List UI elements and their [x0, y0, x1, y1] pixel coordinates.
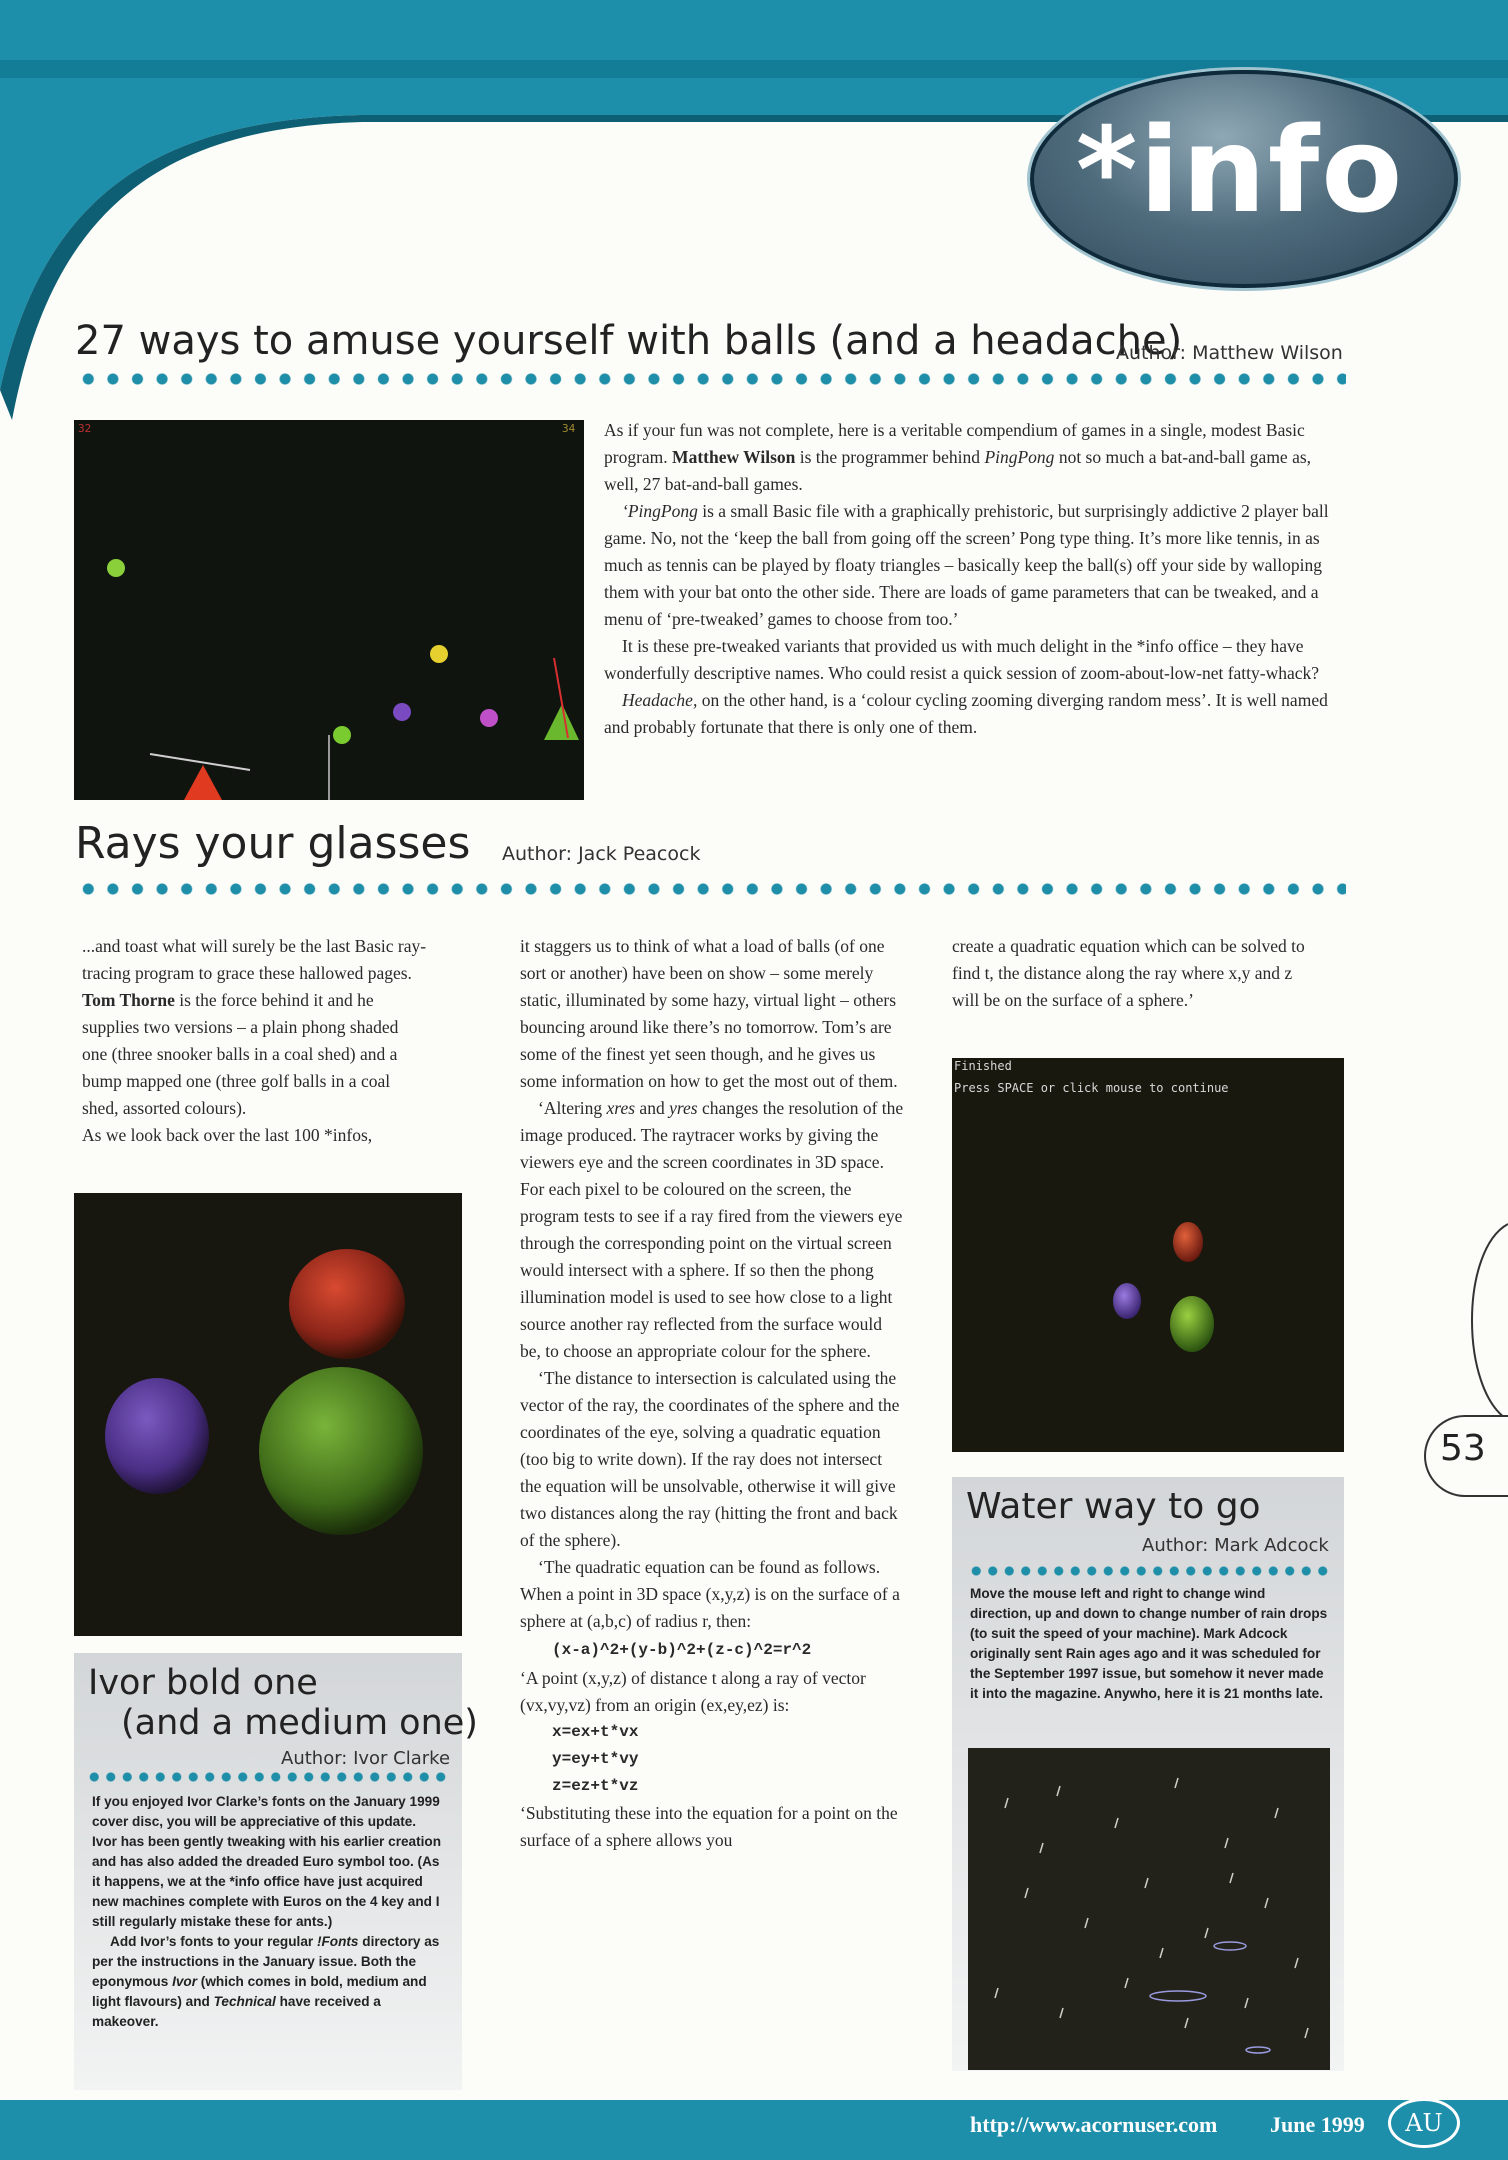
article2-para: ‘Altering xres and yres changes the resolution of the image produced. The raytracer works by giving the viewers eye and the screen coordinates in 3D space. For each pixel to be coloured on the screen, the program tests to see if a ray fired from the viewers eye through the corresponding point on the virtual screen would intersect with a sphere. If so then the phong illumination model is used to see how close to a light source another ray reflected from the surface would be, to choose an appropriate colour for the sphere.: [520, 1098, 904, 1361]
rain-graphic: [968, 1748, 1330, 2070]
article2-para: create a quadratic equation which can be solved to find t, the distance along the ray where x,y and z will be on the surface of a sphere.’: [952, 936, 1305, 1010]
raytrace-screenshot-1: [74, 1193, 462, 1636]
footer-date: June 1999: [1270, 2112, 1365, 2137]
article2-para: ‘The distance to intersection is calculated using the vector of the ray, the coordinates of the sphere and the coordinates of the eye, solving a quadratic equation (too big to write down). If the ray does not intersect the equation will be unsolvable, otherwise it will give two distances along the ray (hitting the front and back of the sphere).: [520, 1368, 900, 1550]
sidebar2-divider: [968, 1565, 1334, 1577]
ball: [393, 703, 411, 721]
sidebar1-para: Add Ivor’s fonts to your regular !Fonts directory as per the instructions in the January issue. Both the eponymous Ivor (which comes in bold, medium and light flavours) and Technical have received a makeover.: [92, 1934, 440, 2029]
acorn-user-logo: AU: [1388, 2098, 1460, 2148]
article2-col3: [952, 933, 1322, 1014]
sidebar2-para: Move the mouse left and right to change wind direction, up and down to change number of rain drops (to suit the speed of your machine). Mark Adcock originally sent Rain ages ago and it was scheduled for the September 1997 issue, but somehow it never made it into the magazine. Anywho, here it is 21 months late.: [970, 1586, 1328, 1701]
raytrace-screenshot-2: [952, 1058, 1344, 1452]
article2-para: ‘The quadratic equation can be found as follows. When a point in 3D space (x,y,z) is on the surface of a sphere at (a,b,c) of radius r, then:: [520, 1557, 900, 1631]
sidebar1-divider: [86, 1771, 452, 1783]
article2-divider: [76, 882, 1346, 896]
article2-para: ‘Substituting these into the equation for a point on the surface of a sphere allows you: [520, 1803, 898, 1850]
article1-para: It is these pre-tweaked variants that provided us with much delight in the *info office – they have wonderfully descriptive names. Who could resist a quick session of zoom-about-low-net fatty-whack?: [604, 636, 1320, 683]
article2-col1: [82, 933, 427, 1149]
article2-col2: [520, 933, 905, 1854]
sidebar1-author: Author: Ivor Clarke: [281, 1748, 451, 1769]
purple-sphere: [1113, 1283, 1141, 1319]
article1-para: ‘PingPong is a small Basic file with a graphically prehistoric, but surprisingly addictive 2 player ball game. No, not the ‘keep the ball from going off the screen’ Pong type thing. It’s more like tennis, in as much as tennis can be played by floaty triangles – basically keep the ball(s) off your side by walloping them with your bat onto the other side. There are loads of game parameters that can be tweaked, and a menu of ‘pre-tweaked’ games to choose from too.’: [604, 501, 1329, 629]
rain-screenshot: [968, 1748, 1330, 2070]
equation: x=ex+t*vx: [552, 1723, 639, 1741]
sidebar1-title-line1: Ivor bold one: [88, 1663, 318, 1703]
score-right: 34: [562, 422, 576, 435]
info-badge-text: *info: [1075, 101, 1405, 239]
article1-author: Author: Matthew Wilson: [1116, 342, 1343, 364]
screen-line1: Finished: [954, 1059, 1012, 1073]
article2-para: As we look back over the last 100 *infos,: [82, 1125, 373, 1145]
equation: y=ey+t*vy: [552, 1750, 639, 1768]
article1-body: [604, 417, 1344, 741]
sidebar1-para: If you enjoyed Ivor Clarke’s fonts on the January 1999 cover disc, you will be appreciative of this update. Ivor has been gently tweaking with his earlier creation and has also added the dreaded Euro symbol too. (As it happens, we at the *info office have just acquired new machines complete with Euros on the 4 key and I still regularly mistake these for ants.): [92, 1794, 442, 1929]
article2-para: ‘A point (x,y,z) of distance t along a ray of vector (vx,vy,vz) from an origin (ex,ey,ez) is:: [520, 1668, 866, 1715]
ball: [480, 709, 498, 727]
article1-para: As if your fun was not complete, here is a veritable compendium of games in a single, modest Basic program. Matthew Wilson is the programmer behind PingPong not so much a bat-and-ball game as, well, 27 bat-and-ball games.: [604, 420, 1312, 494]
article2-para: it staggers us to think of what a load of balls (of one sort or another) have been on show – some merely static, illuminated by some hazy, virtual light – others bouncing around like there’s no tomorrow. Tom’s are some of the finest yet seen though, and he gives us some information on how to get the most out of them.: [520, 936, 898, 1091]
pingpong-graphic: [74, 420, 584, 800]
raytrace-graphic-2: [952, 1058, 1344, 1452]
pingpong-screenshot: [74, 420, 584, 800]
ball: [107, 559, 125, 577]
footer-url[interactable]: http://www.acornuser.com: [970, 2112, 1218, 2137]
sidebar2-body: [970, 1584, 1328, 1704]
article1-title: 27 ways to amuse yourself with balls (and a headache): [75, 318, 1183, 364]
article2-title: Rays your glasses: [75, 818, 471, 869]
ball: [333, 726, 351, 744]
equation: z=ez+t*vz: [552, 1777, 639, 1795]
green-sphere: [259, 1367, 423, 1535]
page-number: 53: [1440, 1428, 1486, 1469]
sidebar1-title-line2: (and a medium one): [121, 1703, 478, 1743]
red-sphere: [289, 1249, 405, 1359]
purple-sphere: [105, 1378, 209, 1494]
raytrace-graphic-1: [74, 1193, 462, 1636]
sidebar2-title: Water way to go: [966, 1486, 1261, 1527]
article1-divider: [76, 372, 1346, 386]
sidebar2-author: Author: Mark Adcock: [1142, 1535, 1329, 1556]
ball: [430, 645, 448, 663]
green-sphere: [1170, 1296, 1214, 1352]
score-left: 32: [78, 422, 92, 435]
article1-para: Headache, on the other hand, is a ‘colour cycling zooming diverging random mess’. It is well named and probably fortunate that there is only one of them.: [604, 690, 1328, 737]
article2-author: Author: Jack Peacock: [502, 843, 701, 865]
red-sphere: [1173, 1222, 1203, 1262]
equation: (x-a)^2+(y-b)^2+(z-c)^2=r^2: [552, 1641, 812, 1659]
article2-para: ...and toast what will surely be the last Basic ray-tracing program to grace these hallowed pages. Tom Thorne is the force behind it and he supplies two versions – a plain phong shaded one (three snooker balls in a coal shed) and a bump mapped one (three golf balls in a coal shed, assorted colours).: [82, 936, 427, 1118]
screen-line2: Press SPACE or click mouse to continue: [954, 1081, 1229, 1095]
sidebar1-body: [92, 1792, 444, 2032]
